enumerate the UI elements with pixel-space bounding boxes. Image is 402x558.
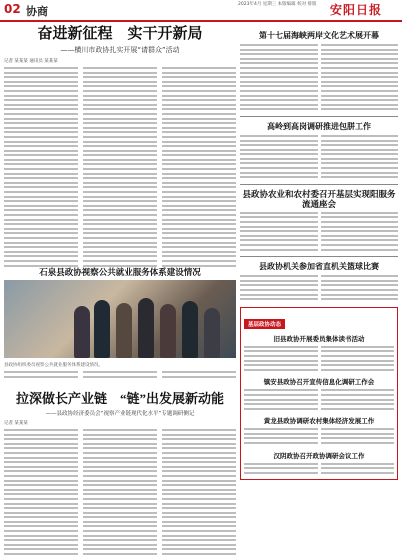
second-body-text: [4, 429, 236, 558]
second-headline: 拉深做长产业链 “链”出发展新动能: [15, 391, 224, 406]
lead-story: [4, 26, 236, 269]
section-name: 协商: [26, 5, 48, 18]
right-story4-title: 县政协机关参加省直机关篮球比赛: [259, 262, 379, 272]
lead-headline: 奋进新征程 实干开新局: [37, 26, 203, 42]
lead-byline: 记者 某某某 通讯员 某某某: [4, 59, 58, 64]
second-byline: 记者 某某某: [4, 421, 28, 426]
masthead: [0, 0, 402, 22]
photo-caption-text: 县政协组织委员视察公共就业服务体系建设情况。: [4, 363, 103, 368]
photo-headline: 石泉县政协视察公共就业服务体系建设情况: [39, 267, 201, 277]
photo-caption: [4, 362, 236, 390]
right-story2-title: 高岭到高岗调研推进包胼工作: [267, 121, 371, 131]
box-story4-title: 汉阴政协召开政协调研会议工作: [273, 452, 365, 460]
news-photo: [4, 280, 236, 358]
paper-name-logo: 安阳日报: [330, 3, 383, 17]
right-story3-title: 县政协农业和农村委召开基层实现阳服务流通座会: [242, 188, 396, 209]
second-subheadline: ——县政协经济委员会“视察产业链现代化水平”专题调研侧记: [45, 411, 195, 417]
second-story: [4, 388, 236, 558]
box-story2-title: 镇安县政协召开宣传信息化调研工作会: [263, 379, 375, 387]
right-column: [240, 26, 398, 480]
dateline: 2023年4月 星期三 本版编辑 校对 排版: [238, 2, 317, 7]
lead-body-text: [4, 67, 236, 269]
photo-story: [4, 266, 236, 358]
page-number: 02: [4, 2, 21, 16]
box-tag: 基层政协动态: [244, 319, 285, 329]
grassroots-news-box: [240, 307, 398, 481]
right-story1-title: 第十七届海峡两岸文化艺术展开幕: [259, 31, 379, 40]
box-story1-title: 旧县政协开展委员集体读书活动: [273, 335, 365, 343]
box-story3-title: 黄龙县政协调研农村集体经济发展工作: [263, 418, 375, 426]
lead-subheadline: ——横川市政协扎实开展“请群众”活动: [60, 46, 180, 54]
